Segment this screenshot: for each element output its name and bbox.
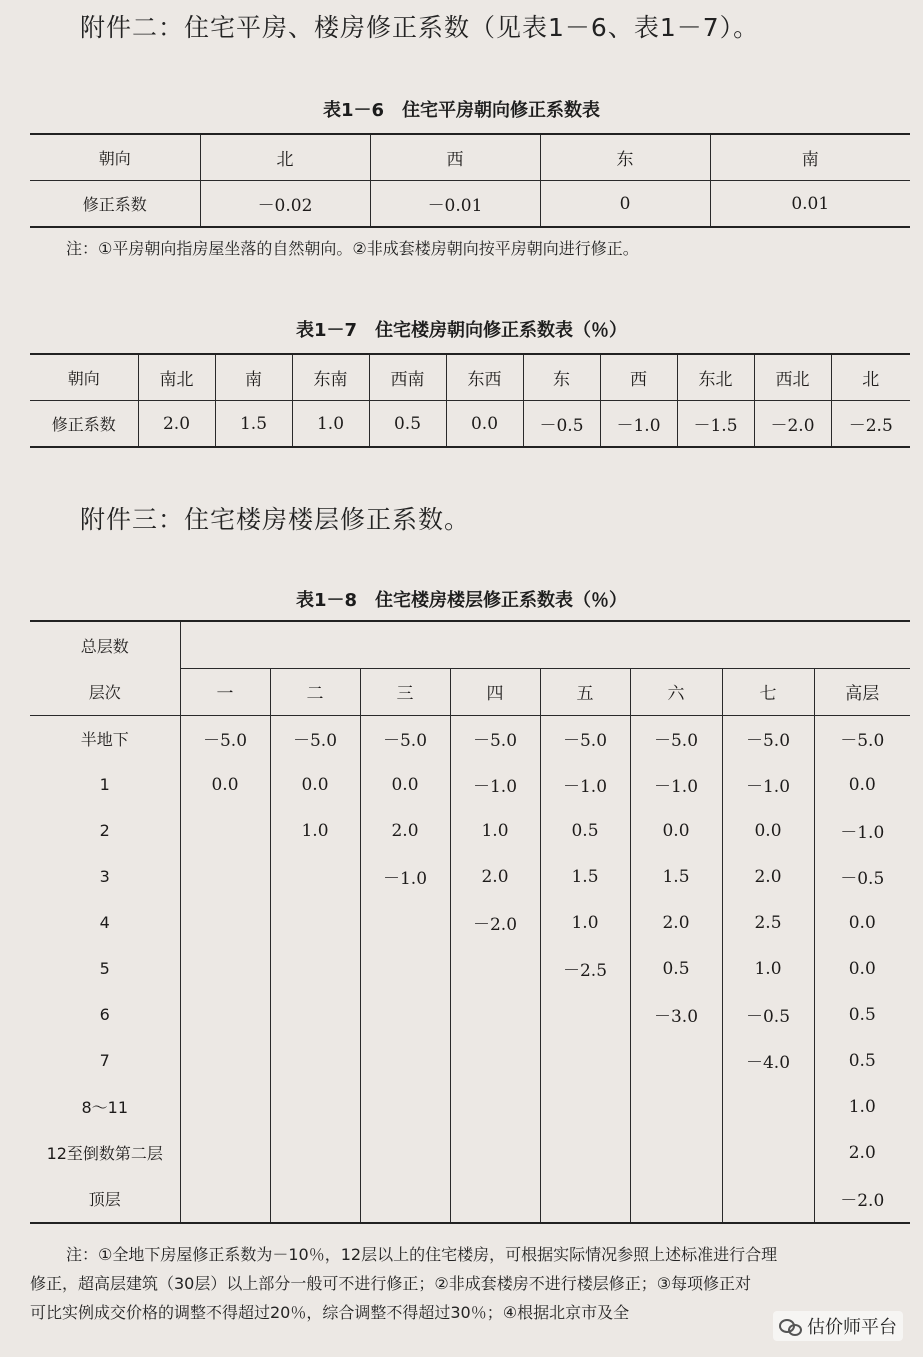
table-cell: －1.0 bbox=[814, 808, 910, 854]
table-cell: 0.0 bbox=[446, 401, 523, 448]
table-cell: －5.0 bbox=[540, 715, 630, 762]
table-cell bbox=[722, 1084, 814, 1130]
table-cell: 西 bbox=[370, 134, 540, 181]
table-cell bbox=[180, 1130, 270, 1176]
table-cell: －0.02 bbox=[200, 181, 370, 228]
table-cell bbox=[180, 992, 270, 1038]
table-cell: －5.0 bbox=[450, 715, 540, 762]
table-row bbox=[30, 354, 910, 401]
table-cell: 修正系数 bbox=[30, 401, 138, 448]
table-1-8-caption: 表1－8 住宅楼房楼层修正系数表（％） bbox=[295, 590, 628, 611]
table-cell bbox=[450, 1130, 540, 1176]
table-row bbox=[30, 1038, 910, 1084]
table-cell bbox=[630, 1176, 722, 1223]
table-1-7 bbox=[30, 353, 910, 448]
table-cell: －2.0 bbox=[754, 401, 831, 448]
header-spacer bbox=[180, 621, 910, 668]
table-cell bbox=[360, 1084, 450, 1130]
table-cell: 0.5 bbox=[630, 946, 722, 992]
table-cell: 东西 bbox=[446, 354, 523, 401]
table-row bbox=[30, 762, 910, 808]
table-cell: 朝向 bbox=[30, 134, 200, 181]
table-cell: 0.0 bbox=[814, 946, 910, 992]
table-cell bbox=[450, 946, 540, 992]
table-cell: 2.0 bbox=[360, 808, 450, 854]
column-header: 七 bbox=[722, 668, 814, 715]
row-label: 5 bbox=[30, 946, 180, 992]
table-1-6-caption: 表1－6 住宅平房朝向修正系数表 bbox=[322, 100, 601, 121]
table-cell: 1.0 bbox=[540, 900, 630, 946]
table-1-6-note: 注：①平房朝向指房屋坐落的自然朝向。②非成套楼房朝向按平房朝向进行修正。 bbox=[66, 239, 639, 258]
table-cell: 南 bbox=[215, 354, 292, 401]
table-cell: －1.0 bbox=[722, 762, 814, 808]
table-cell: 0.0 bbox=[270, 762, 360, 808]
row-label: 2 bbox=[30, 808, 180, 854]
table-cell bbox=[270, 1038, 360, 1084]
row-label: 6 bbox=[30, 992, 180, 1038]
table-cell: －5.0 bbox=[630, 715, 722, 762]
table-cell bbox=[270, 1176, 360, 1223]
table-cell bbox=[180, 854, 270, 900]
column-header: 五 bbox=[540, 668, 630, 715]
table-cell: －5.0 bbox=[814, 715, 910, 762]
row-label: 3 bbox=[30, 854, 180, 900]
table-cell: －1.0 bbox=[360, 854, 450, 900]
row-label: 7 bbox=[30, 1038, 180, 1084]
column-header: 四 bbox=[450, 668, 540, 715]
table-cell bbox=[450, 1038, 540, 1084]
table-cell: －1.0 bbox=[540, 762, 630, 808]
table-row bbox=[30, 946, 910, 992]
table-cell bbox=[270, 854, 360, 900]
table-cell bbox=[722, 1176, 814, 1223]
table-row bbox=[30, 1084, 910, 1130]
table-cell: 0.5 bbox=[814, 992, 910, 1038]
column-header: 六 bbox=[630, 668, 722, 715]
table-cell: 1.5 bbox=[630, 854, 722, 900]
table-cell: 2.0 bbox=[450, 854, 540, 900]
table-cell: 0.01 bbox=[710, 181, 910, 228]
table-cell: 0.5 bbox=[369, 401, 446, 448]
table-row bbox=[30, 715, 910, 762]
column-header: 二 bbox=[270, 668, 360, 715]
table-cell: 0.0 bbox=[722, 808, 814, 854]
table-cell bbox=[540, 1038, 630, 1084]
table-cell: 1.5 bbox=[540, 854, 630, 900]
column-header: 高层 bbox=[814, 668, 910, 715]
table-cell bbox=[180, 808, 270, 854]
table-cell bbox=[450, 1176, 540, 1223]
table-cell bbox=[180, 900, 270, 946]
table-cell: 东 bbox=[523, 354, 600, 401]
table-header-row bbox=[30, 621, 910, 668]
table-cell: 0.0 bbox=[814, 900, 910, 946]
table-cell: 东 bbox=[540, 134, 710, 181]
table-cell: －0.5 bbox=[814, 854, 910, 900]
table-row bbox=[30, 181, 910, 228]
table-cell bbox=[450, 992, 540, 1038]
row-label: 顶层 bbox=[30, 1176, 180, 1223]
table-row bbox=[30, 134, 910, 181]
table-cell: 南北 bbox=[138, 354, 215, 401]
table-cell: －3.0 bbox=[630, 992, 722, 1038]
table-cell: －0.5 bbox=[722, 992, 814, 1038]
table-cell bbox=[540, 1130, 630, 1176]
appendix-2-heading: 附件二：住宅平房、楼房修正系数（见表1－6、表1－7）。 bbox=[80, 13, 760, 42]
note-line: 修正，超高层建筑（30层）以上部分一般可不进行修正；②非成套楼房不进行楼层修正；③每项修正对 bbox=[30, 1274, 752, 1293]
watermark-label: 估价师平台 bbox=[807, 1317, 897, 1338]
table-cell: 西 bbox=[600, 354, 677, 401]
column-header: 一 bbox=[180, 668, 270, 715]
table-cell: 1.0 bbox=[292, 401, 369, 448]
table-cell: 1.0 bbox=[722, 946, 814, 992]
corner-top-label: 总层数 bbox=[30, 621, 180, 668]
row-label: 半地下 bbox=[30, 715, 180, 762]
table-cell: 0.0 bbox=[360, 762, 450, 808]
table-cell: 修正系数 bbox=[30, 181, 200, 228]
note-line: 注：①全地下房屋修正系数为－10％，12层以上的住宅楼房，可根据实际情况参照上述标准进行合理 bbox=[66, 1245, 778, 1264]
table-cell bbox=[180, 1084, 270, 1130]
watermark bbox=[773, 1311, 903, 1341]
table-cell bbox=[722, 1130, 814, 1176]
table-cell bbox=[270, 992, 360, 1038]
table-cell: －2.5 bbox=[540, 946, 630, 992]
table-cell: 0 bbox=[540, 181, 710, 228]
table-cell bbox=[270, 1130, 360, 1176]
table-cell: －5.0 bbox=[180, 715, 270, 762]
table-cell: －2.5 bbox=[831, 401, 910, 448]
table-cell: －1.0 bbox=[600, 401, 677, 448]
table-row bbox=[30, 900, 910, 946]
table-cell bbox=[180, 1038, 270, 1084]
table-cell: 南 bbox=[710, 134, 910, 181]
table-cell: 朝向 bbox=[30, 354, 138, 401]
table-cell: 0.0 bbox=[630, 808, 722, 854]
row-label: 1 bbox=[30, 762, 180, 808]
table-cell bbox=[270, 1084, 360, 1130]
table-cell: 2.5 bbox=[722, 900, 814, 946]
table-cell bbox=[630, 1038, 722, 1084]
table-cell: 1.0 bbox=[450, 808, 540, 854]
table-cell bbox=[180, 1176, 270, 1223]
table-cell bbox=[360, 1130, 450, 1176]
table-cell: 0.0 bbox=[814, 762, 910, 808]
table-row bbox=[30, 1130, 910, 1176]
row-label: 12至倒数第二层 bbox=[30, 1130, 180, 1176]
table-cell: 1.0 bbox=[814, 1084, 910, 1130]
table-cell bbox=[540, 992, 630, 1038]
table-cell: 北 bbox=[200, 134, 370, 181]
table-cell: 西南 bbox=[369, 354, 446, 401]
table-cell: －2.0 bbox=[450, 900, 540, 946]
table-row bbox=[30, 854, 910, 900]
table-cell bbox=[630, 1130, 722, 1176]
table-cell bbox=[360, 1038, 450, 1084]
table-cell: 2.0 bbox=[138, 401, 215, 448]
table-cell: 0.5 bbox=[540, 808, 630, 854]
table-cell bbox=[450, 1084, 540, 1130]
wechat-icon bbox=[779, 1317, 801, 1335]
table-cell: 0.5 bbox=[814, 1038, 910, 1084]
row-label: 8～11 bbox=[30, 1084, 180, 1130]
table-cell bbox=[360, 992, 450, 1038]
table-cell: －0.01 bbox=[370, 181, 540, 228]
table-cell: 2.0 bbox=[722, 854, 814, 900]
table-header-row bbox=[30, 668, 910, 715]
table-1-7-caption: 表1－7 住宅楼房朝向修正系数表（％） bbox=[295, 320, 628, 341]
table-cell: －5.0 bbox=[360, 715, 450, 762]
corner-bottom-label: 层次 bbox=[30, 668, 180, 715]
table-1-8 bbox=[30, 620, 910, 1224]
table-cell: －2.0 bbox=[814, 1176, 910, 1223]
table-cell bbox=[270, 946, 360, 992]
table-cell: 东北 bbox=[677, 354, 754, 401]
table-cell bbox=[360, 900, 450, 946]
table-cell: 1.5 bbox=[215, 401, 292, 448]
table-row bbox=[30, 808, 910, 854]
table-cell bbox=[630, 1084, 722, 1130]
table-cell bbox=[540, 1176, 630, 1223]
table-cell: 0.0 bbox=[180, 762, 270, 808]
table-cell: －1.0 bbox=[450, 762, 540, 808]
table-row bbox=[30, 401, 910, 448]
table-cell: －4.0 bbox=[722, 1038, 814, 1084]
table-cell: －1.5 bbox=[677, 401, 754, 448]
column-header: 三 bbox=[360, 668, 450, 715]
appendix-3-heading: 附件三：住宅楼房楼层修正系数。 bbox=[80, 505, 471, 534]
table-cell bbox=[180, 946, 270, 992]
table-cell: 北 bbox=[831, 354, 910, 401]
table-cell: 2.0 bbox=[630, 900, 722, 946]
table-cell bbox=[540, 1084, 630, 1130]
table-cell: －1.0 bbox=[630, 762, 722, 808]
note-line: 可比实例成交价格的调整不得超过20％，综合调整不得超过30％；④根据北京市及全 bbox=[30, 1303, 630, 1322]
table-cell bbox=[270, 900, 360, 946]
table-cell bbox=[360, 1176, 450, 1223]
row-label: 4 bbox=[30, 900, 180, 946]
table-cell bbox=[360, 946, 450, 992]
table-row bbox=[30, 992, 910, 1038]
table-1-6 bbox=[30, 133, 910, 228]
table-cell: 西北 bbox=[754, 354, 831, 401]
table-cell: 2.0 bbox=[814, 1130, 910, 1176]
table-cell: 1.0 bbox=[270, 808, 360, 854]
table-cell: 东南 bbox=[292, 354, 369, 401]
table-cell: －5.0 bbox=[270, 715, 360, 762]
table-row bbox=[30, 1176, 910, 1223]
table-cell: －5.0 bbox=[722, 715, 814, 762]
table-cell: －0.5 bbox=[523, 401, 600, 448]
